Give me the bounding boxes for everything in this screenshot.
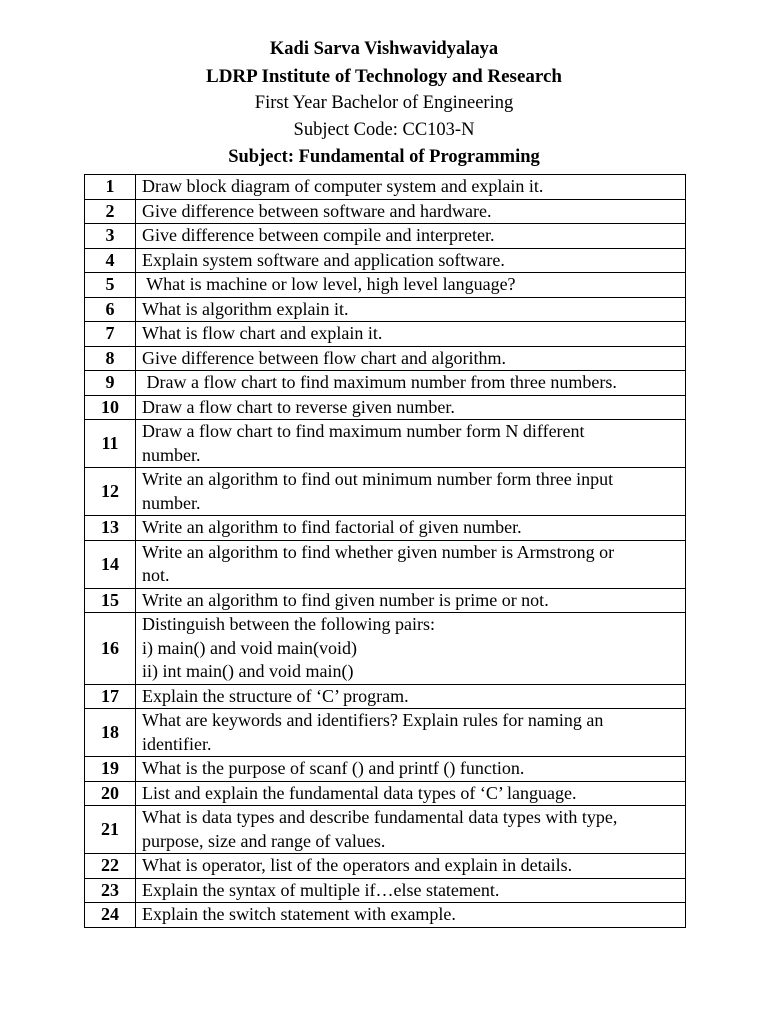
question-number: 10 — [85, 395, 136, 420]
questions-table-body — [85, 175, 686, 928]
subject-title: Subject: Fundamental of Programming — [228, 147, 540, 167]
question-text — [136, 540, 686, 588]
question-row — [85, 224, 686, 249]
question-row — [85, 588, 686, 613]
question-row — [85, 371, 686, 396]
question-row — [85, 322, 686, 347]
question-text-line: List and explain the fundamental data types of ‘C’ language. — [142, 782, 577, 803]
question-text-line: Draw block diagram of computer system and explain it. — [142, 176, 544, 196]
question-row — [85, 781, 686, 806]
question-text — [136, 395, 686, 420]
question-text-line: Draw a flow chart to find maximum number from three numbers. — [142, 372, 617, 392]
question-text-line: What is data types and describe fundamental data types with type, — [142, 807, 618, 827]
question-text — [136, 903, 686, 928]
question-row — [85, 346, 686, 371]
question-row — [85, 613, 686, 685]
question-text-line: Write an algorithm to find factorial of given number. — [142, 517, 522, 537]
question-row — [85, 273, 686, 298]
question-row — [85, 175, 686, 200]
question-text — [136, 709, 686, 757]
question-text — [136, 248, 686, 273]
question-text-line: What is machine or low level, high level language? — [142, 274, 516, 294]
question-text-line: What is algorithm explain it. — [142, 298, 349, 319]
question-text-line: Give difference between flow chart and algorithm. — [142, 347, 507, 368]
question-text — [136, 613, 686, 685]
question-row — [85, 903, 686, 928]
question-text-line: What are keywords and identifiers? Explain rules for naming an — [142, 710, 604, 730]
question-row — [85, 248, 686, 273]
question-number: 24 — [85, 903, 136, 928]
question-number: 13 — [85, 516, 136, 541]
question-text-line: purpose, size and range of values. — [142, 830, 386, 851]
question-number: 15 — [85, 588, 136, 613]
question-text-line: Draw a flow chart to reverse given number. — [142, 396, 455, 417]
question-text — [136, 199, 686, 224]
question-number: 9 — [85, 371, 136, 396]
question-number: 7 — [85, 322, 136, 347]
question-number: 5 — [85, 273, 136, 298]
question-number: 16 — [85, 613, 136, 685]
document-header — [0, 36, 768, 171]
question-text-line: i) main() and void main(void) — [142, 637, 357, 658]
question-number: 18 — [85, 709, 136, 757]
question-text-line: Explain system software and application software. — [142, 249, 505, 270]
question-number: 20 — [85, 781, 136, 806]
question-row — [85, 395, 686, 420]
question-text — [136, 297, 686, 322]
program-name: First Year Bachelor of Engineering — [254, 93, 514, 113]
question-number: 4 — [85, 248, 136, 273]
question-number: 1 — [85, 175, 136, 200]
question-number: 3 — [85, 224, 136, 249]
question-text — [136, 420, 686, 468]
question-text-line: What is the purpose of scanf () and printf () function. — [142, 758, 525, 778]
question-text-line: not. — [142, 565, 170, 585]
question-number: 17 — [85, 684, 136, 709]
question-text — [136, 516, 686, 541]
question-row — [85, 709, 686, 757]
question-row — [85, 516, 686, 541]
question-row — [85, 468, 686, 516]
question-text-line: identifier. — [142, 733, 212, 754]
question-text — [136, 322, 686, 347]
question-text — [136, 371, 686, 396]
question-text — [136, 224, 686, 249]
question-text — [136, 806, 686, 854]
question-text-line: ii) int main() and void main() — [142, 661, 354, 681]
question-number: 2 — [85, 199, 136, 224]
question-text-line: number. — [142, 492, 201, 513]
question-row — [85, 420, 686, 468]
question-text-line: Distinguish between the following pairs: — [142, 614, 435, 634]
question-row — [85, 199, 686, 224]
question-row — [85, 854, 686, 879]
questions-table — [84, 174, 686, 928]
question-text-line: number. — [142, 444, 201, 465]
question-text-line: Write an algorithm to find given number is prime or not. — [142, 589, 549, 610]
question-text-line: Explain the syntax of multiple if…else statement. — [142, 879, 500, 900]
question-row — [85, 878, 686, 903]
question-text — [136, 684, 686, 709]
question-text — [136, 878, 686, 903]
question-text — [136, 588, 686, 613]
question-text-line: Write an algorithm to find whether given number is Armstrong or — [142, 541, 615, 562]
university-name: Kadi Sarva Vishwavidyalaya — [269, 39, 499, 59]
question-row — [85, 806, 686, 854]
question-number: 11 — [85, 420, 136, 468]
question-text — [136, 346, 686, 371]
question-text — [136, 854, 686, 879]
question-text-line: What is operator, list of the operators and explain in details. — [142, 855, 573, 875]
question-text-line: Give difference between compile and interpreter. — [142, 225, 495, 245]
question-number: 8 — [85, 346, 136, 371]
subject-code: Subject Code: CC103-N — [293, 120, 475, 140]
question-text — [136, 468, 686, 516]
question-row — [85, 540, 686, 588]
question-text-line: Explain the switch statement with example. — [142, 904, 456, 924]
question-row — [85, 297, 686, 322]
question-number: 12 — [85, 468, 136, 516]
question-number: 6 — [85, 297, 136, 322]
question-number: 23 — [85, 878, 136, 903]
question-text-line: Write an algorithm to find out minimum number form three input — [142, 469, 614, 489]
question-number: 22 — [85, 854, 136, 879]
question-number: 19 — [85, 757, 136, 782]
question-text-line: Give difference between software and hardware. — [142, 200, 492, 221]
question-text-line: Explain the structure of ‘C’ program. — [142, 685, 409, 706]
institute-name: LDRP Institute of Technology and Research — [206, 66, 562, 87]
question-text — [136, 781, 686, 806]
question-number: 14 — [85, 540, 136, 588]
question-number: 21 — [85, 806, 136, 854]
question-text — [136, 175, 686, 200]
question-text-line: Draw a flow chart to find maximum number form N different — [142, 421, 585, 441]
question-row — [85, 757, 686, 782]
question-text-line: What is flow chart and explain it. — [142, 323, 383, 343]
question-row — [85, 684, 686, 709]
question-text — [136, 757, 686, 782]
question-text — [136, 273, 686, 298]
